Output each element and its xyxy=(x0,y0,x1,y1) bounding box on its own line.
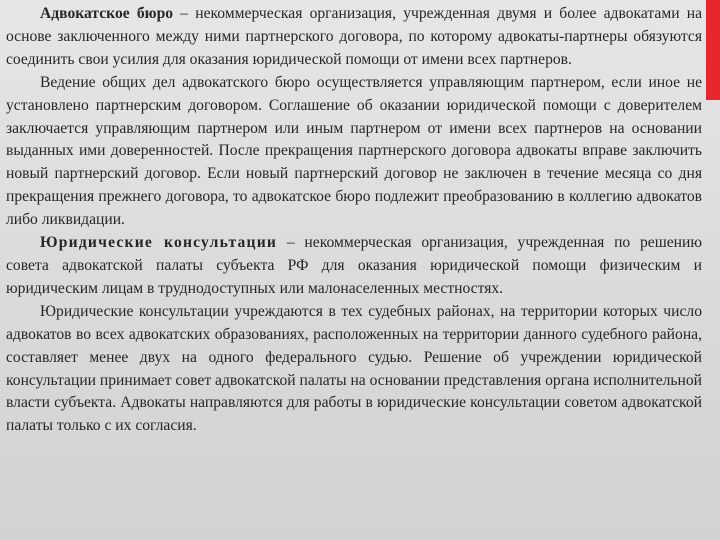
accent-bar xyxy=(706,0,720,100)
paragraph-consultations-establishment xyxy=(6,301,702,438)
paragraph-text: – некоммерческая организация, учрежденная по решению совета адвокатской палаты субъекта РФ для оказания юридической помощи физическим и юридическим лицам в труднодоступных или малонаселенных местностях. xyxy=(6,234,702,297)
paragraph-bureau-management xyxy=(6,72,702,232)
paragraph-advocate-bureau xyxy=(6,3,702,72)
paragraph-legal-consultations xyxy=(6,232,702,301)
term-advocate-bureau: Адвокатское бюро xyxy=(40,5,174,22)
paragraph-text: Ведение общих дел адвокатского бюро осуществляется управляющим партнером, если иное не установлено партнерским договором. Соглашение об оказании юридической помощи с доверителем заключается управляющим партнером или иным партнером от имени всех партнеров на основании выданных ими доверенностей. После прекращения партнерского договора адвокаты вправе заключить новый партнерский договор. Если новый партнерский договор не заключен в течение месяца со дня прекращения прежнего договора, то адвокатское бюро подлежит преобразованию в коллегию адвокатов либо ликвидации. xyxy=(6,73,702,229)
text-body xyxy=(6,3,702,438)
paragraph-text: Юридические консультации учреждаются в тех судебных районах, на территории которых число адвокатов во всех адвокатских образованиях, расположенных на территории данного судебного района, составляет менее двух на одного федерального судью. Решение об учреждении юридической консультации принимает совет адвокатской палаты на основании представления органа исполнительной власти субъекта. Адвокаты направляются для работы в юридические консультации советом адвокатской палаты только с их согласия. xyxy=(6,302,702,435)
paragraph-text: – некоммерческая организация, учрежденная двумя и более адвокатами на основе заключенного между ними партнерского договора, по которому адвокаты-партнеры обязуются соединить свои усилия для оказания юридической помощи от имени всех партнеров. xyxy=(6,5,703,68)
term-legal-consultations: Юридические консультации xyxy=(40,234,278,252)
